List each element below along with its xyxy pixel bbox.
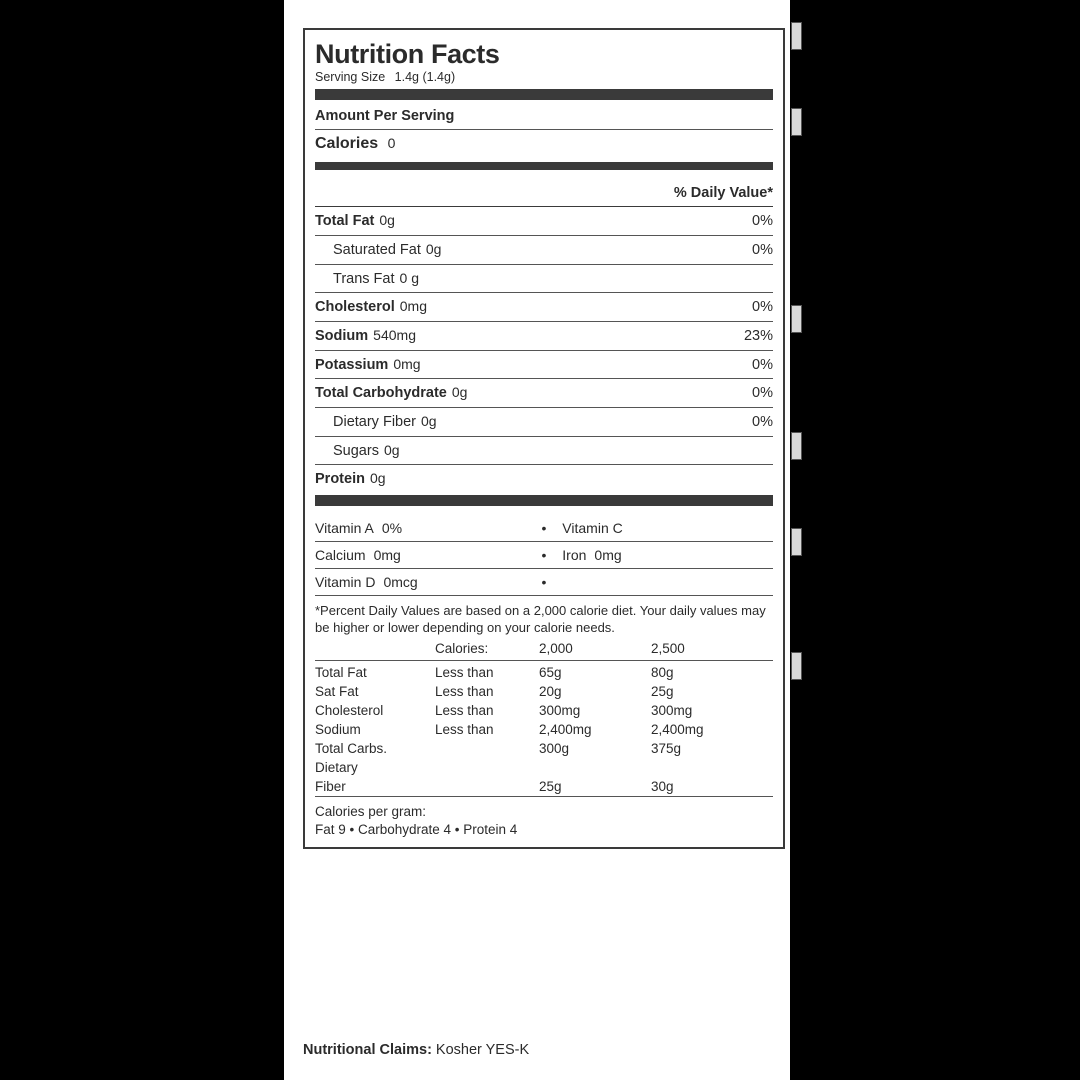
divider-thick-middle [315, 162, 773, 170]
table-row [315, 682, 773, 701]
nutrient-value: 0g [421, 413, 437, 430]
nutrient-row-sodium [315, 322, 773, 351]
nutrient-name: Cholesterol 0mg [315, 298, 427, 316]
nutrient-row-sugars [315, 437, 773, 466]
nutrient-name: Potassium 0mg [315, 355, 421, 373]
table-row [315, 639, 773, 661]
nutrient-value: 0g [379, 212, 395, 229]
table-cell-label: Sodium [315, 721, 361, 737]
page-tab-6[interactable] [791, 652, 802, 680]
divider-thick-bottom [315, 495, 773, 506]
table-row [315, 660, 773, 682]
nutrient-dv: 23% [743, 328, 773, 345]
vitamin-right: Vitamin C [562, 520, 623, 537]
nutrient-name: Sodium 540mg [315, 327, 416, 345]
table-row [315, 758, 773, 777]
table-cell-2000: 300g [539, 740, 570, 756]
page-tab-2[interactable] [791, 108, 802, 136]
nutrient-row-cholesterol [315, 293, 773, 322]
nutritional-claims [303, 1042, 785, 1058]
table-row [315, 777, 773, 796]
nutrient-name: Protein 0g [315, 470, 386, 488]
vitamin-row-a-c [315, 515, 773, 542]
table-cell-qualifier: Less than [435, 660, 539, 682]
table-cell-label: Total Carbs. [315, 740, 388, 756]
vitamin-left: Vitamin D 0mcg [315, 574, 418, 591]
daily-value-reference-table [315, 639, 773, 796]
vitamin-left: Vitamin A 0% [315, 520, 403, 537]
nutrient-dv: 0% [752, 414, 773, 431]
nutrient-name: Trans Fat 0 g [333, 269, 419, 287]
daily-value-header: % Daily Value* [315, 173, 773, 207]
calories-row [315, 130, 773, 158]
nutrient-value: 0mg [393, 355, 421, 372]
page-title: Nutrition Facts [315, 39, 500, 69]
nutrient-row-potassium [315, 351, 773, 380]
table-row [315, 739, 773, 758]
page-tab-5[interactable] [791, 528, 802, 556]
table-cell-label: Total Fat [315, 660, 435, 682]
nutrient-dv: 0% [752, 385, 773, 402]
nutritional-claims-value: Kosher YES-K [435, 1042, 530, 1058]
calories-per-gram-block [315, 796, 773, 839]
nutrient-value: 0 g [399, 269, 419, 286]
table-cell-empty [315, 639, 435, 661]
table-cell-qualifier: Less than [435, 683, 494, 699]
nutrient-row-protein [315, 465, 773, 493]
serving-size-value: 1.4g (1.4g) [394, 70, 456, 85]
table-cell-2500: 80g [651, 660, 773, 682]
vitamin-left: Calcium 0mg [315, 547, 401, 564]
divider-thick-top [315, 89, 773, 100]
nutrient-dv: 0% [752, 356, 773, 373]
table-cell-2500: 2,400mg [651, 721, 704, 737]
table-cell-2000: 25g [539, 778, 562, 794]
table-cell-qualifier [435, 758, 539, 777]
table-cell-2000: 300mg [539, 702, 581, 718]
table-header-2000: 2,000 [539, 640, 573, 656]
nutrient-value: 0g [369, 470, 386, 487]
nutrient-value: 0g [425, 241, 442, 258]
table-cell-label: Fiber [315, 778, 346, 794]
nutrition-facts-panel [303, 28, 785, 849]
nutrient-row-saturated-fat [315, 236, 773, 265]
page-tab-3[interactable] [791, 305, 802, 333]
table-cell-2000: 20g [539, 683, 562, 699]
table-cell-2000: 2,400mg [539, 721, 592, 737]
document-page [284, 0, 800, 1080]
table-cell-qualifier: Less than [435, 721, 494, 737]
nutrient-name: Saturated Fat 0g [333, 241, 442, 259]
nutrient-dv: 0% [752, 242, 773, 259]
calories-value: 0 [387, 135, 396, 152]
table-cell-2500: 30g [651, 778, 674, 794]
bullet-icon: • [541, 547, 547, 564]
table-header-2500: 2,500 [651, 640, 685, 656]
bullet-icon: • [541, 574, 547, 591]
nutrient-name: Sugars 0g [333, 441, 400, 459]
vitamins-block [315, 515, 773, 596]
serving-size-line [315, 70, 773, 84]
table-cell-2500: 375g [651, 740, 682, 756]
daily-value-footnote: *Percent Daily Values are based on a 2,000 calorie diet. Your daily values may be higher or lower depending on your calorie needs. [315, 603, 766, 635]
calories-per-gram-title: Calories per gram: [315, 803, 427, 819]
table-cell-2500: 300mg [651, 702, 693, 718]
vitamin-right: Iron 0mg [562, 547, 622, 564]
table-cell-qualifier: Less than [435, 702, 494, 718]
vitamin-row-vitamin-d [315, 569, 773, 596]
table-cell-qualifier [435, 739, 539, 758]
nutrient-row-trans-fat [315, 265, 773, 294]
table-cell-label: Dietary [315, 759, 358, 775]
nutrient-value: 0g [383, 441, 400, 458]
table-cell-2000: 65g [539, 660, 651, 682]
table-cell-2500: 25g [651, 683, 674, 699]
nutrient-name: Dietary Fiber 0g [333, 413, 437, 431]
table-cell-qualifier [435, 777, 539, 796]
table-row [315, 701, 773, 720]
nutrient-name: Total Fat 0g [315, 212, 395, 230]
nutrient-value: 540mg [373, 327, 416, 344]
nutrient-dv: 0% [752, 213, 773, 230]
nutrient-value: 0mg [399, 298, 427, 315]
table-cell-2500 [651, 758, 773, 777]
nutrient-row-total-carbohydrate [315, 379, 773, 408]
nutrient-row-total-fat [315, 207, 773, 236]
table-row [315, 720, 773, 739]
nutrient-value: 0g [451, 384, 468, 401]
table-cell-label: Cholesterol [315, 702, 384, 718]
calories-per-gram-detail: Fat 9 • Carbohydrate 4 • Protein 4 [315, 821, 518, 837]
page-tab-1[interactable] [791, 22, 802, 50]
nutrient-name: Total Carbohydrate 0g [315, 384, 468, 402]
vitamin-row-calcium-iron [315, 542, 773, 569]
vitamin-right [562, 574, 773, 590]
table-cell-label: Sat Fat [315, 683, 359, 699]
table-header-calories: Calories: [435, 640, 489, 656]
serving-size-label: Serving Size [315, 70, 386, 85]
amount-per-serving: Amount Per Serving [315, 103, 773, 130]
page-tab-4[interactable] [791, 432, 802, 460]
nutritional-claims-label: Nutritional Claims: [303, 1042, 432, 1058]
nutrient-row-dietary-fiber [315, 408, 773, 437]
nutrient-dv: 0% [752, 299, 773, 316]
bullet-icon: • [541, 520, 547, 537]
calories-label: Calories [315, 135, 379, 153]
table-cell-2000 [539, 758, 651, 777]
